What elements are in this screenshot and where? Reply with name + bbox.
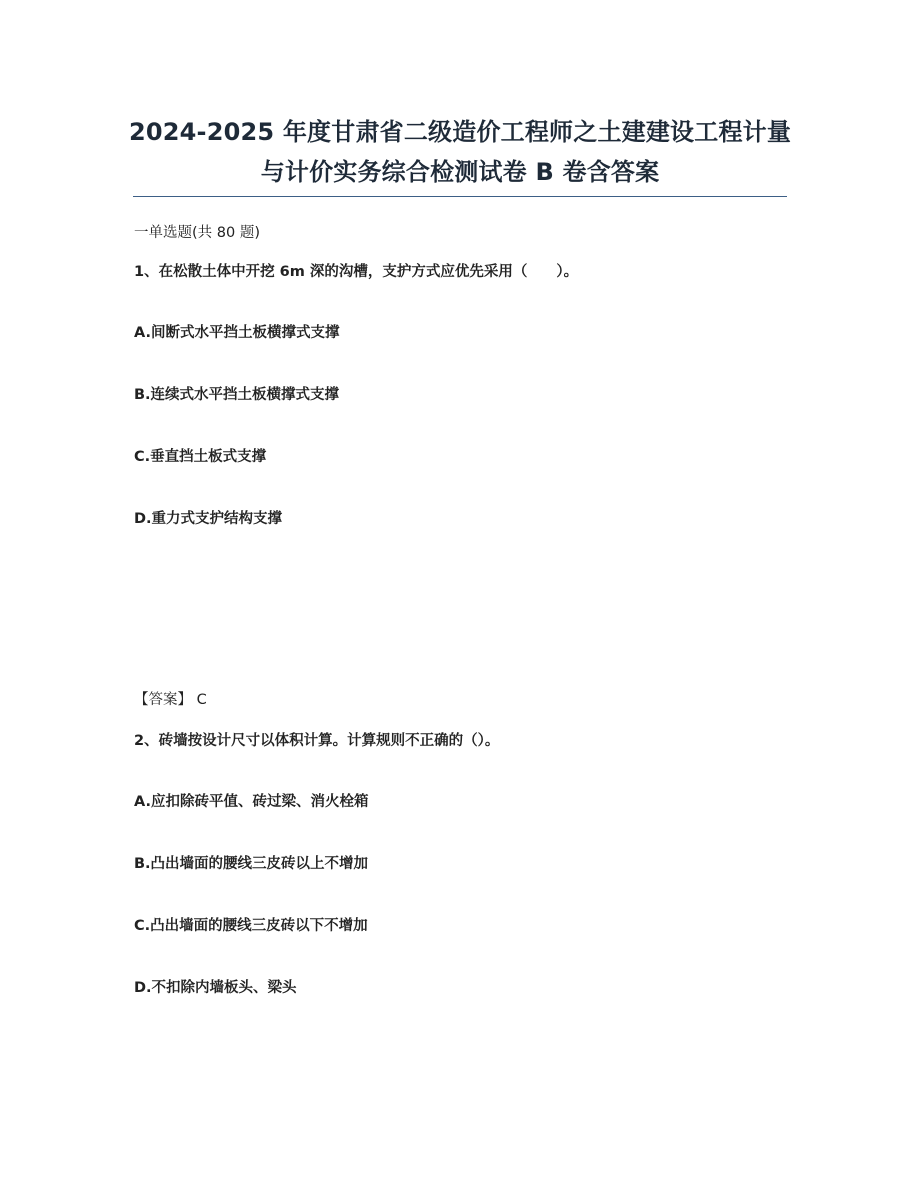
question-1-option-a: A.间断式水平挡土板横撑式支撑: [134, 325, 340, 341]
title-divider: [133, 196, 787, 197]
title-line-2: 与计价实务综合检测试卷 B 卷含答案: [260, 158, 660, 186]
question-2-stem: 2、砖墙按设计尺寸以体积计算。计算规则不正确的（）。: [134, 733, 500, 749]
question-2-option-d: D.不扣除内墙板头、梁头: [134, 980, 297, 996]
question-1-option-c: C.垂直挡土板式支撑: [134, 449, 267, 465]
question-2-option-c: C.凸出墙面的腰线三皮砖以下不增加: [134, 918, 368, 934]
section-heading: 一单选题(共 80 题): [134, 225, 260, 241]
question-1-option-b: B.连续式水平挡土板横撑式支撑: [134, 387, 340, 403]
title-line-1: 2024-2025 年度甘肃省二级造价工程师之土建建设工程计量: [128, 118, 792, 146]
document-title: [120, 112, 800, 192]
question-2-option-b: B.凸出墙面的腰线三皮砖以上不增加: [134, 856, 369, 872]
question-2-option-a: A.应扣除砖平值、砖过梁、消火栓箱: [134, 794, 369, 810]
question-1-stem: 1、在松散土体中开挖 6m 深的沟槽，支护方式应优先采用（ ）。: [134, 264, 579, 280]
question-1-answer: 【答案】 C: [134, 692, 207, 708]
question-1-option-d: D.重力式支护结构支撑: [134, 511, 283, 527]
